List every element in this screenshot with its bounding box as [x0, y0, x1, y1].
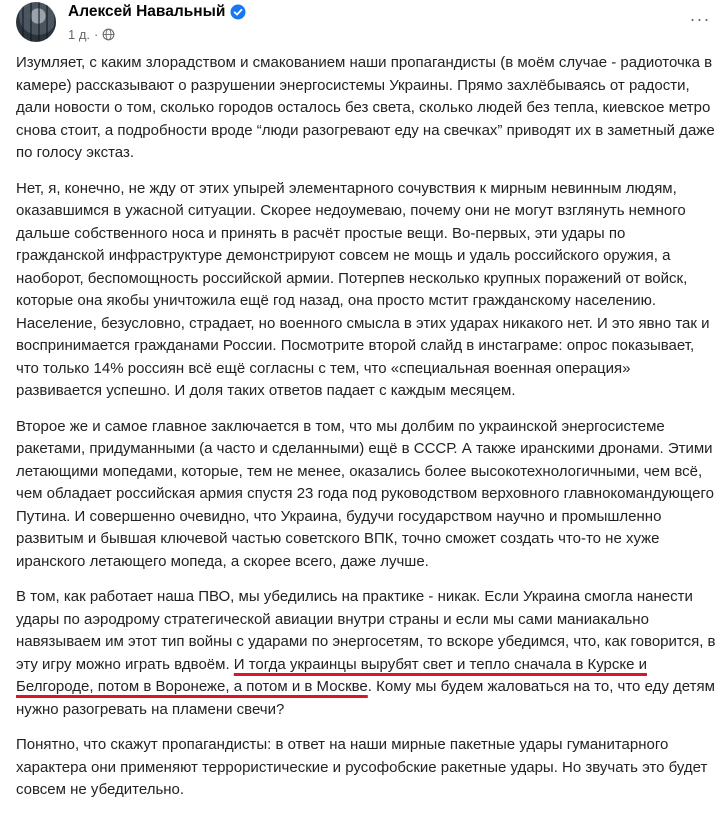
- avatar-photo: [16, 2, 56, 42]
- post-paragraph: Понятно, что скажут пропагандисты: в ответ на наши мирные пакетные удары гуманитарного характера они применяют террористические и русофобские ракетные удары. Но звучать это будет совсем не убедительно.: [16, 736, 708, 798]
- post-body: [16, 52, 716, 815]
- post-paragraph: Изумляет, с каким злорадством и смакованием наши пропагандисты (в моём случае - радиоточка в камере) рассказывают о разрушении энергосистемы Украины. Прямо захлёбываясь от радости, дали новости о том, сколько городов осталось без света, сколько людей без тепла, киевское метро снова стоит, а подробности вроде “люди разогревают еду на свечках” приводят их в заметный даже по голосу экстаз.: [16, 54, 715, 161]
- author-row: [68, 2, 246, 22]
- paragraph-text: В том, как работает наша ПВО, мы убедились на практике - никак. Если Украина смогла нанести удары по аэродрому стратегической авиации внутри страны и если мы сами маниакально навязываем им этот тип войны с ударами по энергосетям, то вскоре убедимся, что, как говорится, в эту игру можно играть вдвоём.: [16, 588, 716, 673]
- globe-icon[interactable]: [102, 28, 115, 41]
- avatar[interactable]: [16, 2, 56, 42]
- post-paragraph: [16, 586, 716, 721]
- post-header: [10, 0, 717, 52]
- more-options-button[interactable]: ···: [689, 8, 711, 29]
- post-meta: [68, 26, 115, 42]
- paragraph-text: . Кому мы будем жаловаться на то, что еду детям нужно разогревать на пламени свечи?: [16, 678, 715, 718]
- underlined-highlight-text: И тогда украинцы вырубят свет и тепло сначала в Курске и Белгороде, потом в Воронеже, а потом и в Москве: [16, 655, 648, 695]
- post-paragraph: Нет, я, конечно, не жду от этих упырей элементарного сочувствия к мирным невинным людям, оказавшимся в ужасной ситуации. Скорее недоумеваю, почему они не могут взглянуть немного дальше собственного носа и принять в расчёт простые вещи. Во-первых, эти удары по гражданской инфраструктуре демонстрируют совсем не мощь и удаль российского оружия, а наоборот, беспомощность российской армии. Потерпев несколько крупных поражений от войск, которые она якобы уничтожила ещё год назад, она просто мстит гражданскому населению. Население, безусловно, страдает, но военного смысла в этих ударах никакого нет. И это явно так и воспринимается гражданами России. Посмотрите второй слайд в инстаграме: опрос показывает, что только 14% россиян всё ещё согласны с тем, что «специальная военная операция» развивается успешно. И доля таких ответов падает с каждым месяцем.: [16, 179, 710, 399]
- post-paragraph: Второе же и самое главное заключается в том, что мы долбим по украинской энергосистеме ракетами, придуманными (а часто и сделанными) ещё в СССР. А также иранскими дронами. Этими летающими мопедами, которые, тем не менее, оказались более высокотехнологичными, чем всё, чем обладает российская армия спустя 23 года под руководством верховного главнокомандующего Путина. И совершенно очевидно, что Украина, будучи государством научно и промышленно развитым и бывшая ключевой частью советского ВПК, точно сможет создать что-то не хуже иранского летающего мопеда, а скорее всего, даже лучше.: [16, 417, 714, 570]
- verified-badge-icon: [230, 4, 246, 20]
- author-name[interactable]: Алексей Навальный: [68, 3, 226, 20]
- meta-separator: ·: [94, 26, 99, 42]
- post-timestamp[interactable]: 1 д.: [68, 26, 91, 42]
